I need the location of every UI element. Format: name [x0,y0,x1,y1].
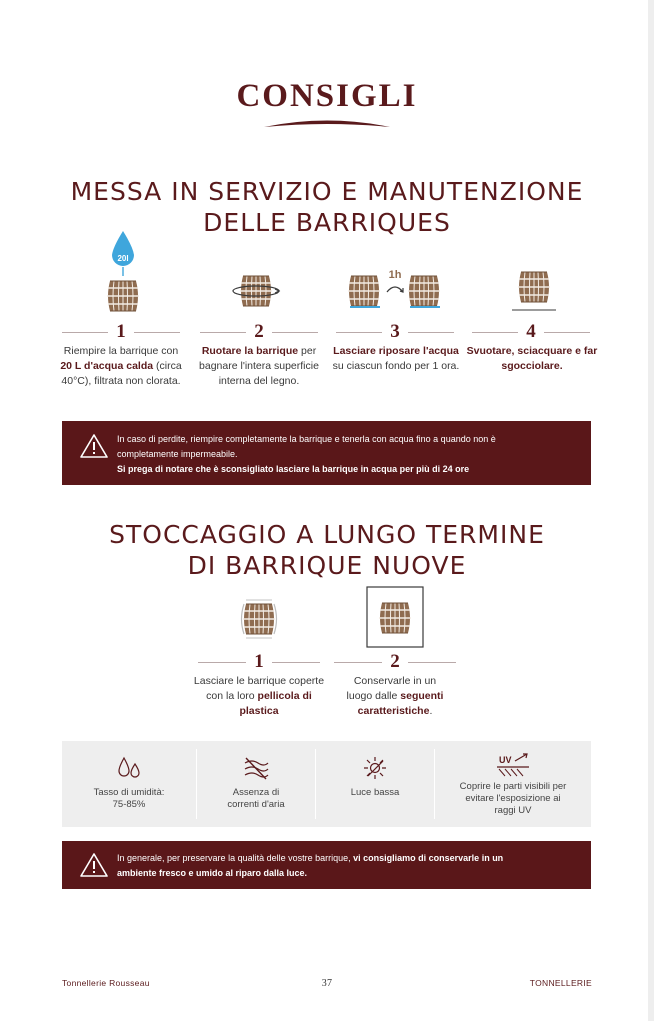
humidity-icon [115,755,143,781]
storage-step-2-number-row [334,652,456,672]
step-number: 3 [390,321,400,342]
storage-conditions-panel [62,741,591,827]
section-heading-maintenance: MESSA IN SERVIZIO E MANUTENZIONE DELLE BARRIQUES [70,177,584,237]
barrels-resting-one-hour-icon [345,262,445,318]
page-number: 37 [321,978,333,989]
title-swash-ornament [262,116,392,132]
warning-icon [80,433,108,459]
page-title: CONSIGLI [236,78,418,114]
footer-section: TONNELLERIE [529,978,592,988]
step-1-number-row [62,322,180,342]
condition-no-draft: Assenza di correnti d'aria [197,741,315,827]
no-draft-icon [242,755,270,781]
step-3-text: Lasciare riposare l'acqua su ciascun fondo per 1 ora. [332,345,460,372]
uv-label: UV [499,755,512,765]
uv-protection-icon [493,751,533,781]
step-number: 2 [390,651,400,672]
storage-step-1-text: Lasciare le barrique coperte con la loro pellicola di plastica [193,675,325,717]
rotating-barrel-icon [231,262,281,318]
page-edge [648,0,654,1021]
condition-low-light: Luce bassa [316,741,434,827]
barrel-storage-location-icon [366,586,424,648]
covered-barrel-icon [235,594,283,648]
step-4-number-row [472,322,590,342]
drop-label: 20l [117,254,129,263]
step-2-number-row [200,322,318,342]
step-number: 2 [254,321,264,342]
warning-box-leaks: In caso di perdite, riempire completamente la barrique e tenerla con acqua fino a quando non è completamente impermeabile. Si prega di notare che è sconsigliato lasciare la barrique in acqua per più di 24 ore [62,421,591,485]
condition-uv-protection: UV Coprire le parti visibili per evitare l'esposizione ai raggi UV [435,741,591,827]
section-heading-storage: STOCCAGGIO A LUNGO TERMINE DI BARRIQUE NUOVE [109,520,545,580]
barrel-water-drop-icon [103,231,143,319]
step-2-text: Ruotare la barrique per bagnare l'intera superficie interna del legno. [199,345,319,387]
step-4-text: Svuotare, sciacquare e far sgocciolare. [466,345,598,372]
low-light-icon [361,755,389,781]
empty-barrel-icon [512,262,556,318]
one-hour-label: 1h [388,269,402,281]
storage-step-2-text: Conservarle in un luogo dalle seguenti caratteristiche. [346,675,444,717]
step-number: 4 [526,321,536,342]
step-1-text: Riempire la barrique con 20 L d'acqua calda (circa 40°C), filtrata non clorata. [60,345,182,387]
warning-box-storage: In generale, per preservare la qualità delle vostre barrique, vi consigliamo di conservarle in un ambiente fresco e umido al riparo dalla luce. [62,841,591,889]
warning-icon [80,852,108,878]
condition-humidity: Tasso di umidità: 75-85% [62,741,196,827]
storage-step-1-number-row [198,652,320,672]
step-number: 1 [116,321,126,342]
step-3-number-row [336,322,454,342]
step-number: 1 [254,651,264,672]
footer-brand: Tonnellerie Rousseau [62,978,150,988]
